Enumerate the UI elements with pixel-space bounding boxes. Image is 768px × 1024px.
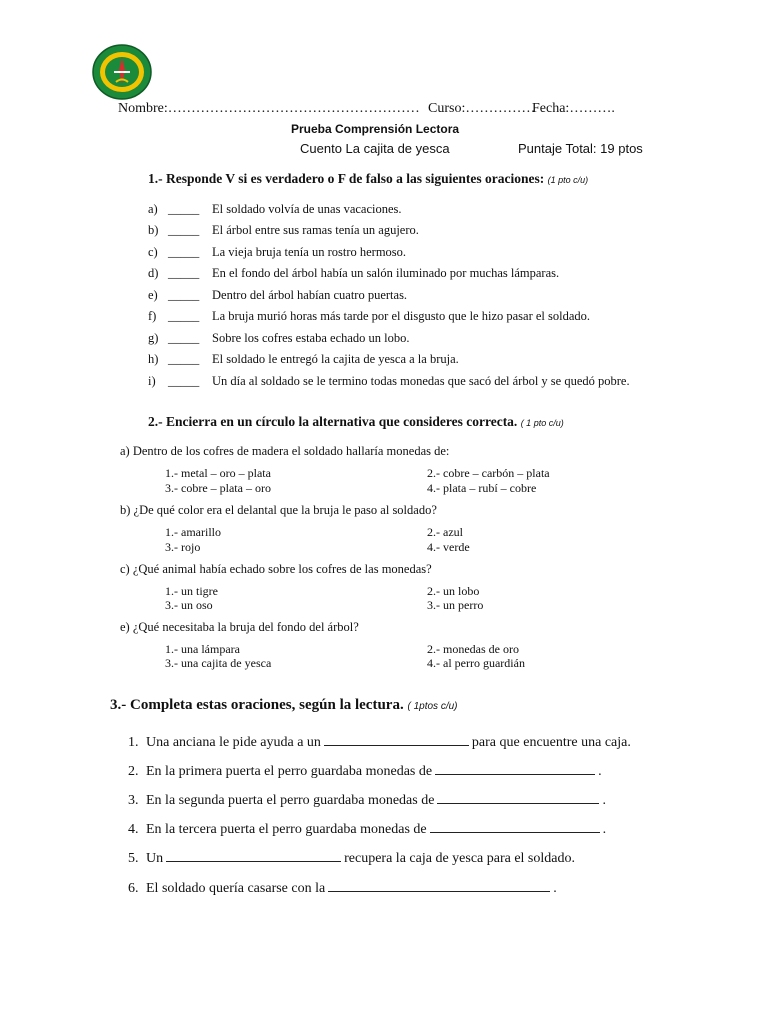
completion-item [128,880,557,897]
section2-heading: 2.- Encierra en un círculo la alternativa que consideres correcta. ( 1 pto c/u) [148,414,564,429]
completion-number: 3. [128,793,139,808]
tf-item-text: El soldado le entregó la cajita de yesca a la bruja. [212,352,459,366]
tf-answer-blank[interactable]: _____ [168,309,200,323]
tf-item-text: El soldado volvía de unas vacaciones. [212,202,402,216]
mc-option[interactable]: 4.- al perro guardián [427,656,525,670]
completion-number: 6. [128,881,139,896]
mc-option[interactable]: 4.- plata – rubí – cobre [427,481,537,495]
completion-text-before: Un [146,851,164,866]
completion-text-before: Una anciana le pide ayuda a un [146,735,321,750]
mc-question: e) ¿Qué necesitaba la bruja del fondo del árbol? [120,620,359,634]
tf-answer-blank[interactable]: _____ [168,331,200,345]
tf-item-label: d) [148,266,159,280]
mc-option[interactable]: 2.- monedas de oro [427,642,519,656]
curso-field[interactable]: Curso:…………… [428,101,536,116]
section3-points-note: ( 1ptos c/u) [407,701,458,712]
completion-text-after: para que encuentre una caja. [471,735,631,750]
completion-blank[interactable] [435,763,595,775]
mc-option[interactable]: 2.- un lobo [427,584,480,598]
tf-item-label: i) [148,374,156,388]
tf-item-label: h) [148,352,159,366]
mc-option[interactable]: 1.- un tigre [165,584,218,598]
tf-item [148,309,590,324]
tf-item-text: En el fondo del árbol había un salón iluminado por muchas lámparas. [212,266,560,280]
mc-option[interactable]: 1.- metal – oro – plata [165,466,271,480]
mc-option[interactable]: 1.- una lámpara [165,642,240,656]
mc-option[interactable]: 3.- cobre – plata – oro [165,481,271,495]
tf-item [148,288,407,303]
total-score: Puntaje Total: 19 ptos [518,141,643,156]
completion-text-before: En la tercera puerta el perro guardaba monedas de [146,822,427,837]
tf-item-text: El árbol entre sus ramas tenía un agujero. [212,223,419,237]
tf-answer-blank[interactable]: _____ [168,352,200,366]
completion-number: 5. [128,851,139,866]
section1-points-note: (1 pto c/u) [547,175,589,185]
mc-option[interactable]: 4.- verde [427,540,470,554]
tf-answer-blank[interactable]: _____ [168,245,200,259]
completion-text-after: . [553,881,557,896]
completion-blank[interactable] [328,880,550,892]
completion-text-before: En la primera puerta el perro guardaba monedas de [146,764,433,779]
tf-item [148,266,559,281]
completion-text-before: El soldado quería casarse con la [146,881,326,896]
tf-item-text: La bruja murió horas más tarde por el disgusto que le hizo pasar el soldado. [212,309,591,323]
fecha-field[interactable]: Fecha:………. [532,101,615,116]
section1-heading: 1.- Responde V si es verdadero o F de falso a las siguientes oraciones: (1 pto c/u) [148,171,589,186]
mc-option[interactable]: 1.- amarillo [165,525,221,539]
tf-answer-blank[interactable]: _____ [168,374,200,388]
completion-text-after: . [602,822,607,837]
tf-item-text: Sobre los cofres estaba echado un lobo. [212,331,410,345]
completion-blank[interactable] [430,821,600,833]
nombre-field[interactable]: Nombre:……………………………………………… [118,101,420,116]
mc-option[interactable]: 3.- rojo [165,540,201,554]
tf-item [148,223,419,238]
tf-answer-blank[interactable]: _____ [168,266,200,280]
tf-item-label: g) [148,331,159,345]
tf-answer-blank[interactable]: _____ [168,288,200,302]
completion-item [128,821,606,838]
section3-heading: 3.- Completa estas oraciones, según la lectura. ( 1ptos c/u) [110,697,458,713]
tf-item [148,245,406,260]
completion-item [128,850,575,867]
completion-number: 2. [128,764,139,779]
mc-option[interactable]: 3.- una cajita de yesca [165,656,272,670]
mc-option[interactable]: 2.- azul [427,525,463,539]
mc-option[interactable]: 3.- un perro [427,598,484,612]
tf-item-text: La vieja bruja tenía un rostro hermoso. [212,245,407,259]
tf-item [148,374,630,389]
tf-item [148,352,459,367]
tf-item-label: c) [148,245,158,259]
tf-item-text: Un día al soldado se le termino todas monedas que sacó del árbol y se quedó pobre. [212,374,630,388]
page-title: Prueba Comprensión Lectora [291,122,460,136]
page-subtitle: Cuento La cajita de yesca [300,141,450,156]
tf-answer-blank[interactable]: _____ [168,202,200,216]
completion-text-before: En la segunda puerta el perro guardaba monedas de [146,793,435,808]
completion-number: 4. [128,822,139,837]
completion-blank[interactable] [324,734,469,746]
tf-item-label: e) [148,288,158,302]
completion-text-after: . [602,793,606,808]
mc-question: a) Dentro de los cofres de madera el soldado hallaría monedas de: [120,444,450,458]
mc-question: c) ¿Qué animal había echado sobre los cofres de las monedas? [120,562,432,576]
mc-option[interactable]: 3.- un oso [165,598,213,612]
completion-text-after: . [598,764,602,779]
completion-item [128,763,602,780]
tf-item-text: Dentro del árbol habían cuatro puertas. [212,288,408,302]
mc-question: b) ¿De qué color era el delantal que la bruja le paso al soldado? [120,503,437,517]
mc-option[interactable]: 2.- cobre – carbón – plata [427,466,550,480]
completion-blank[interactable] [166,850,341,862]
completion-number: 1. [128,735,139,750]
tf-item-label: a) [148,202,158,216]
completion-item [128,792,606,809]
section2-points-note: ( 1 pto c/u) [520,418,564,428]
tf-item-label: f) [148,309,157,323]
tf-item [148,202,402,217]
tf-item [148,331,410,346]
tf-item-label: b) [148,223,159,237]
completion-text-after: recupera la caja de yesca para el soldado. [344,851,575,866]
school-logo [92,44,152,100]
tf-answer-blank[interactable]: _____ [168,223,200,237]
completion-blank[interactable] [437,792,599,804]
completion-item [128,734,631,751]
